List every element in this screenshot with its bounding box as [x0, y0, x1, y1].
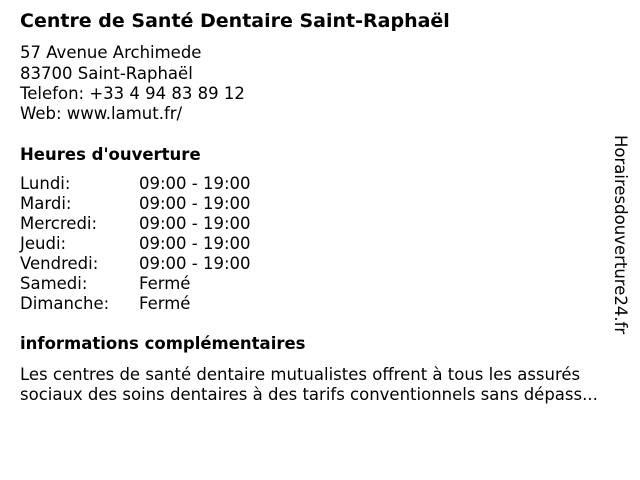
time-value: 09:00 - 19:00 [139, 194, 251, 213]
hours-heading: Heures d'ouverture [20, 145, 201, 164]
hours-row-friday [20, 254, 420, 274]
hours-row-wednesday [20, 214, 420, 234]
hours-row-monday [20, 174, 420, 194]
time-value: 09:00 - 19:00 [139, 254, 251, 273]
hours-row-tuesday [20, 194, 420, 214]
web-label: Web: [20, 104, 62, 123]
site-watermark: Horairesdouverture24.fr [611, 135, 630, 335]
hours-row-sunday [20, 294, 420, 314]
day-label: Samedi: [20, 274, 88, 293]
day-label: Mercredi: [20, 214, 98, 233]
day-label: Lundi: [20, 174, 71, 193]
time-value: Fermé [139, 274, 191, 293]
time-value: Fermé [139, 294, 191, 313]
business-name: Centre de Santé Dentaire Saint-Raphaël [20, 10, 450, 32]
info-heading: informations complémentaires [20, 334, 306, 353]
day-label: Vendredi: [20, 254, 99, 273]
phone-label: Telefon: [20, 84, 85, 103]
opening-hours-list [20, 174, 420, 314]
street-address: 57 Avenue Archimede [20, 43, 202, 62]
web-line [20, 104, 182, 124]
phone-number[interactable]: +33 4 94 83 89 12 [89, 84, 245, 103]
day-label: Dimanche: [20, 294, 110, 313]
time-value: 09:00 - 19:00 [139, 174, 251, 193]
info-description: Les centres de santé dentaire mutualistes offrent à tous les assurés sociaux des soins dentaires à des tarifs conventionnels sans dépass... [20, 365, 598, 404]
website-link[interactable]: www.lamut.fr/ [66, 104, 183, 123]
city-line: 83700 Saint-Raphaël [20, 64, 193, 83]
time-value: 09:00 - 19:00 [139, 214, 251, 233]
day-label: Mardi: [20, 194, 72, 213]
hours-row-thursday [20, 234, 420, 254]
hours-row-saturday [20, 274, 420, 294]
phone-line [20, 84, 245, 104]
time-value: 09:00 - 19:00 [139, 234, 251, 253]
day-label: Jeudi: [20, 234, 67, 253]
